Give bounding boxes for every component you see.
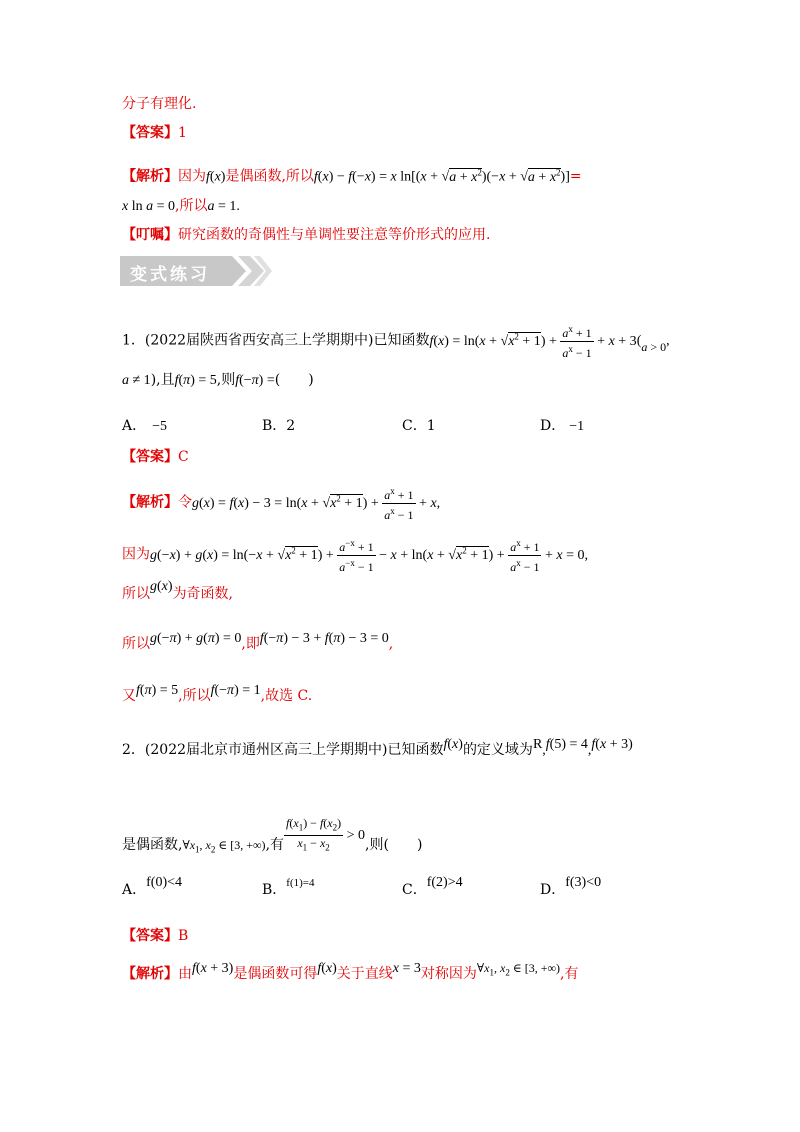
example-tip [122,225,490,245]
q2-analysis: 【解析】由f(x + 3)是偶函数可得f(x)关于直线x = 3对称因为$\forall x_1$, $x_2$ ∈ [3, +∞),有 [122,961,579,982]
tip-text: 研究函数的奇偶性与单调性要注意等价形式的应用. [178,227,491,243]
intro-text: 分子有理化. [122,96,197,112]
banner-title: 变式练习 [130,265,210,285]
q1-stem-cont: a ≠ 1),且f(π) = 5,则f(−π) =( ) [122,372,314,388]
q2-option-c[interactable]: C．f(2)>4 [402,875,463,898]
answer-value: 1 [178,125,187,141]
q2-option-b[interactable]: B．$^{f(1)=4}$ [262,877,315,898]
q1-analysis-line3: 所以g(x)为奇函数, [122,579,234,602]
q1-analysis-line1: 【解析】令$g(x) = f(x) - 3 = \ln(x + √x^2 + 1)$ + $\frac{a^x + 1}{a^x - 1}$ + x, [122,486,441,522]
q1-option-c[interactable]: C．1 [402,418,436,434]
tip-label: 【叮嘱】 [122,227,178,243]
q1-analysis-line2: 因为$g(-x) + g(x) = \ln(-x + √x^2 + 1)$ + $\frac{a^{-x} + 1}{a^{-x} - 1}$ − $x + \ln(x + √x^2 + 1)$ + $\frac{a^x + 1}{a^x - 1}$ + x = 0, [122,538,588,574]
q1-stem: 1．(2022届陕西省西安高三上学期期中)已知函数$f(x) = \ln(x + √x^2 + 1)$ + $\frac{a^x + 1}{a^x - 1}$ + x + 3(a > 0, [122,324,670,360]
math-expression: f(x) − f(−x) = x $\ln[(x + √a + x^2)(-x + √a + x^2)]$ [313,167,570,185]
q2-stem-cont: 是偶函数$,\forall x_1$, $x_2$ ∈ [3, +∞),有 $\frac{f(x_1) - f(x_2)}{x_1 - x_2}$ > 0,则( ) [122,816,423,855]
q1-option-b[interactable]: B．2 [262,418,296,434]
q2-answer: 【答案】B [122,928,189,944]
q2-option-d[interactable]: D．f(3)<0 [540,875,602,898]
example-analysis: 【解析】因为f(x)是偶函数,所以f(x) − f(−x) = x $\ln[(x + √a + x^2)(-x + √a + x^2)]=$ [122,167,582,185]
analysis-label: 【解析】 [122,168,178,185]
math-fx: f [206,169,210,185]
answer-label: 【答案】 [122,125,178,141]
q1-option-d[interactable]: D． −1 [540,418,585,434]
q2-stem: 2．(2022届北京市通州区高三上学期期中)已知函数f(x)的定义域为R,f(5) = 4,f(x + 3) [122,737,633,758]
q1-analysis-line4: 所以g(−π) + g(π) = 0,即f(−π) − 3 + f(π) − 3 = 0, [122,631,394,652]
q1-analysis-line5: 又f(π) = 5,所以f(−π) = 1,故选 C. [122,683,313,704]
example-analysis-cont: x ln a = 0,所以a = 1. [122,198,240,214]
q1-option-a[interactable]: A． −5 [122,418,168,434]
q2-option-a[interactable]: A．f(0)<4 [122,875,183,898]
q1-answer: 【答案】C [122,449,189,465]
q1-function-def: $f(x) = \ln(x + √x^2 + 1)$ + $\frac{a^x + 1}{a^x - 1}$ + x + 3 [429,324,637,360]
section-banner [120,254,272,288]
example-answer [122,123,187,143]
